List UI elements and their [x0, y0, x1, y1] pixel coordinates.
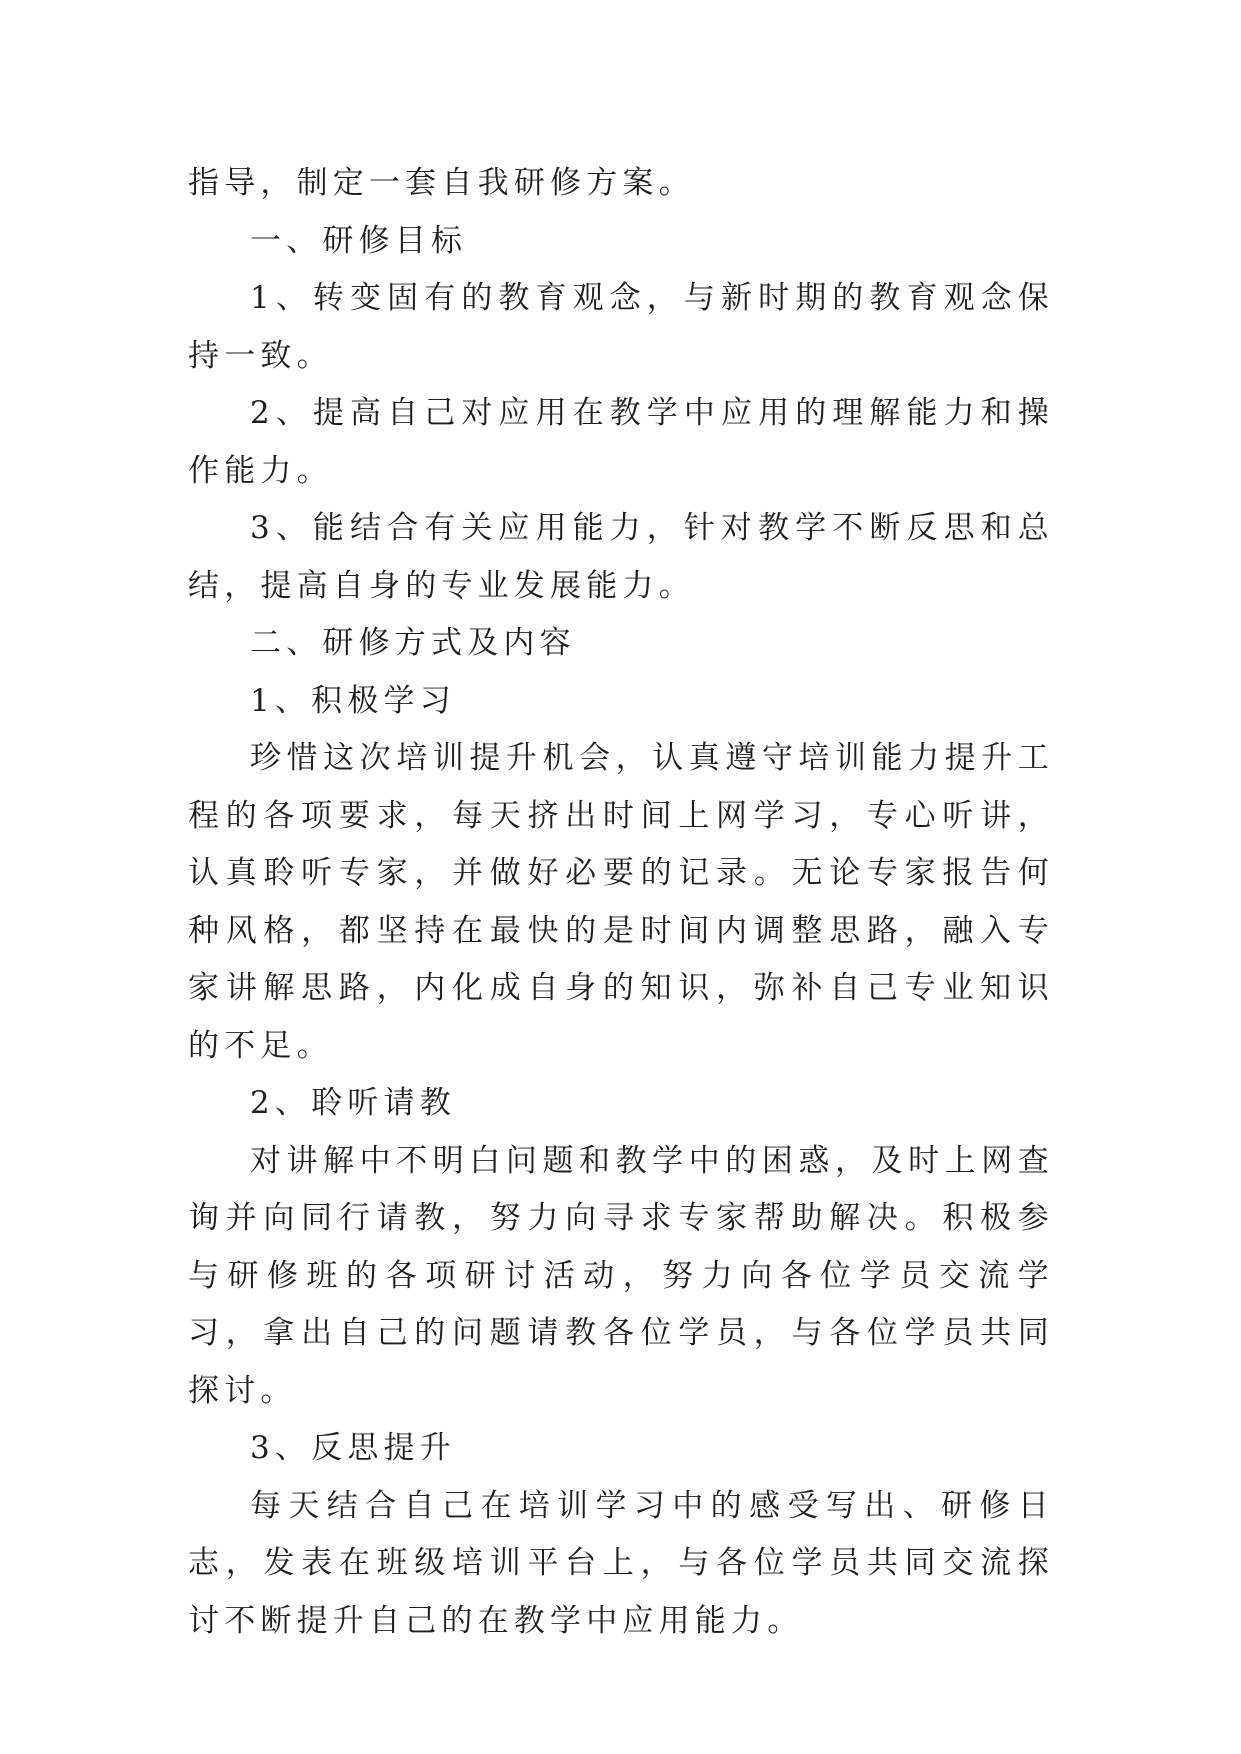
subheading-active-learning: 1、积极学习 [250, 682, 456, 719]
goal-item-2: 2、提高自己对应用在教学中应用的理解能力和操作能力。 [188, 395, 1054, 489]
paragraph-active-learning: 珍惜这次培训提升机会，认真遵守培训能力提升工程的各项要求，每天挤出时间上网学习，专心听讲，认真聆听专家，并做好必要的记录。无论专家报告何种风格，都坚持在最快的是时间内调整思路，融入专家讲解思路，内化成自身的知识，弥补自己专业知识的不足。 [188, 740, 1054, 1064]
heading-research-goals: 一、研修目标 [250, 222, 468, 259]
goal-item-1: 1、转变固有的教育观念，与新时期的教育观念保持一致。 [188, 280, 1054, 374]
paragraph-listen-consult: 对讲解中不明白问题和教学中的困惑，及时上网查询并向同行请教，努力向寻求专家帮助解决。积极参与研修班的各项研讨活动，努力向各位学员交流学习，拿出自己的问题请教各位学员，与各位学员共同探讨。 [188, 1142, 1054, 1409]
subheading-reflect-improve: 3、反思提升 [250, 1430, 456, 1466]
goal-item-3: 3、能结合有关应用能力，针对教学不断反思和总结，提高自身的专业发展能力。 [188, 510, 1054, 604]
paragraph-continuation: 指导，制定一套自我研修方案。 [188, 165, 695, 201]
subheading-listen-consult: 2、聆听请教 [250, 1085, 456, 1121]
paragraph-reflect-improve: 每天结合自己在培训学习中的感受写出、研修日志，发表在班级培训平台上，与各位学员共同交流探讨不断提升自己的在教学中应用能力。 [188, 1487, 1054, 1639]
document-body [188, 155, 1054, 1650]
heading-methods-content: 二、研修方式及内容 [250, 625, 576, 661]
